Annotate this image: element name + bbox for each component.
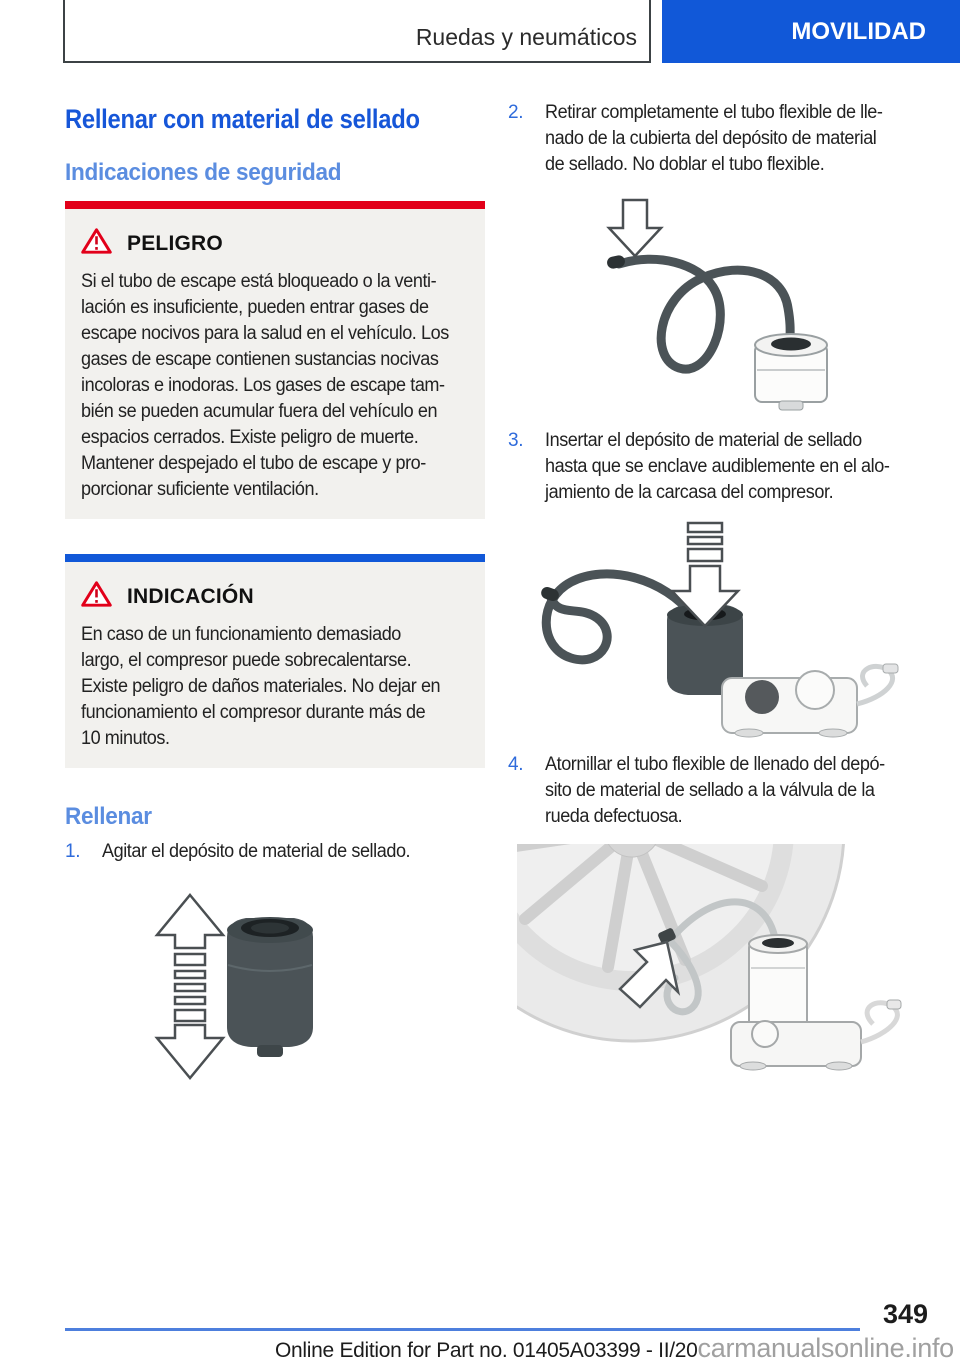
step-3-text: Insertar el depósito de material de sellado hasta que se enclave audiblemente en el alo- jamiento de la carcasa del compresor. bbox=[545, 430, 890, 503]
step-2-text: Retirar completamente el tubo flexible de lle- nado de la cubierta del depósito de material de sellado. No doblar el tubo flexible. bbox=[545, 102, 883, 175]
step-1-number: 1. bbox=[65, 841, 81, 862]
step-1-text: Agitar el depósito de material de sellado. bbox=[102, 841, 411, 862]
illustration-remove-hose bbox=[547, 192, 887, 417]
illustration-shake-canister bbox=[130, 889, 420, 1084]
danger-text: Si el tubo de escape está bloqueado o la venti- lación es insuficiente, pueden entrar gases de escape nocivos para la salud en el vehículo. Los gases de escape contienen sustancias nocivas incoloras e inodoras. Los gases de escape tam- bién se pueden acumular fuera del vehículo en espacios cerrados. Existe peligro de muerte. Mantener despejado el tubo de escape y pro- porcionar suficiente ventilación. bbox=[81, 271, 449, 500]
safety-heading: Indicaciones de seguridad bbox=[65, 159, 342, 186]
danger-label: PELIGRO bbox=[127, 232, 223, 255]
left-column bbox=[65, 100, 485, 1084]
warning-triangle-icon bbox=[81, 227, 112, 261]
step-3 bbox=[508, 428, 926, 506]
notice-label: INDICACIÓN bbox=[127, 585, 254, 608]
danger-box-title bbox=[81, 227, 469, 261]
right-column bbox=[508, 100, 926, 1074]
step-4 bbox=[508, 752, 926, 830]
step-1 bbox=[65, 839, 485, 865]
watermark: carmanualsonline.info bbox=[697, 1333, 954, 1363]
edition-note: Online Edition for Part no. 01405A03399 - II/20 bbox=[275, 1339, 698, 1362]
notice-box-title bbox=[81, 580, 469, 614]
illustration-insert-canister bbox=[517, 518, 917, 740]
danger-box bbox=[65, 201, 485, 519]
illustration-connect-to-valve bbox=[517, 844, 917, 1074]
notice-text: En caso de un funcionamiento demasiado largo, el compresor puede sobrecalentarse. Existe peligro de daños materiales. No dejar en funcionamiento el compresor durante más de 10 minutos. bbox=[81, 624, 441, 749]
page-number: 349 bbox=[882, 1299, 928, 1329]
step-2-number: 2. bbox=[508, 102, 524, 123]
footer-rule bbox=[65, 1328, 860, 1331]
footer-text bbox=[275, 1333, 954, 1364]
step-4-text: Atornillar el tubo flexible de llenado del depó- sito de material de sellado a la válvula de la rueda defectuosa. bbox=[545, 754, 885, 827]
section-tab-label: MOVILIDAD bbox=[791, 17, 926, 45]
refill-heading: Rellenar bbox=[65, 803, 152, 830]
step-2 bbox=[508, 100, 926, 178]
warning-triangle-icon bbox=[81, 580, 112, 614]
header-section-tab bbox=[662, 0, 960, 63]
breadcrumb: Ruedas y neumáticos bbox=[415, 24, 637, 50]
page-title: Rellenar con material de sellado bbox=[65, 104, 420, 134]
step-3-number: 3. bbox=[508, 430, 524, 451]
step-4-number: 4. bbox=[508, 754, 524, 775]
notice-box bbox=[65, 554, 485, 768]
header-breadcrumb-box bbox=[63, 0, 651, 63]
